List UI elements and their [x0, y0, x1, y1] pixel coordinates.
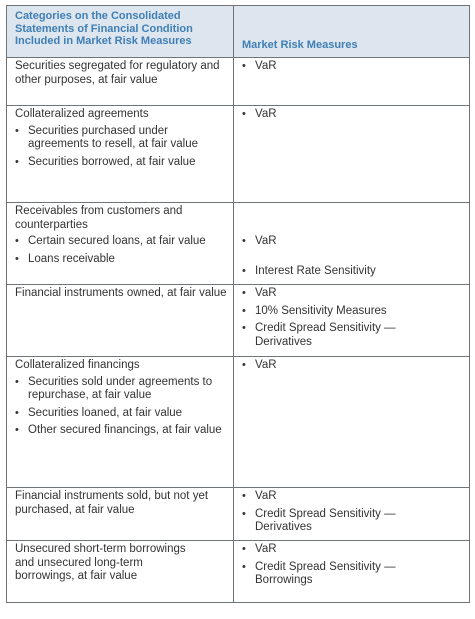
category-label: Collateralized financings — [15, 359, 140, 371]
measure-item: • VaR — [242, 543, 277, 555]
measures-cell — [234, 285, 470, 357]
category-label: Financial instruments sold, but not yet purchased, at fair value — [15, 490, 209, 516]
bullet-icon: • — [242, 264, 246, 277]
bullet-icon: • — [15, 252, 19, 265]
category-cell — [7, 106, 234, 203]
bullet-icon: • — [242, 322, 246, 334]
table-row — [7, 357, 470, 488]
sub-item: • Other secured financings, at fair value — [15, 424, 222, 436]
table-header-row — [7, 6, 470, 58]
measures-cell — [234, 203, 470, 285]
category-cell — [7, 58, 234, 106]
table-row — [7, 203, 470, 285]
measures-cell — [234, 488, 470, 541]
measure-item: • VaR — [242, 287, 277, 299]
measure-item: • VaR — [242, 108, 277, 120]
category-cell — [7, 203, 234, 285]
bullet-icon: • — [15, 155, 19, 168]
bullet-icon: • — [242, 543, 246, 555]
measure-item: • Credit Spread Sensitivity — Derivatives — [242, 507, 396, 533]
category-label: Unsecured short-term borrowings and unsecured long-term borrowings, at fair value — [15, 543, 186, 582]
table-row — [7, 285, 470, 357]
measure-item: • Credit Spread Sensitivity — Borrowings — [242, 560, 396, 586]
table-row — [7, 106, 470, 203]
header-market-risk-measures: Market Risk Measures — [234, 6, 470, 58]
measure-item: • VaR — [242, 235, 277, 247]
measure-item: • 10% Sensitivity Measures — [242, 304, 387, 317]
market-risk-table — [6, 5, 470, 603]
table-row — [7, 541, 470, 603]
measures-cell — [234, 541, 470, 603]
category-cell — [7, 285, 234, 357]
bullet-icon: • — [242, 60, 246, 72]
bullet-icon: • — [242, 287, 246, 299]
category-label: Financial instruments owned, at fair value — [15, 287, 227, 299]
measure-item: • VaR — [242, 359, 277, 371]
category-label: Securities segregated for regulatory and other purposes, at fair value — [15, 60, 220, 86]
measure-item: • VaR — [242, 490, 277, 502]
bullet-icon: • — [242, 304, 246, 317]
sub-item: • Securities borrowed, at fair value — [15, 155, 196, 168]
bullet-icon: • — [242, 507, 246, 520]
category-cell — [7, 488, 234, 541]
measure-item: • Interest Rate Sensitivity — [242, 264, 376, 277]
table-row — [7, 58, 470, 106]
header-categories: Categories on the Consolidated Statements of Financial Condition Included in Market Risk Measures — [7, 6, 234, 58]
sub-item: • Securities loaned, at fair value — [15, 406, 183, 419]
table-row — [7, 488, 470, 541]
category-label: Receivables from customers and counterparties — [15, 205, 183, 231]
bullet-icon: • — [15, 235, 19, 247]
bullet-icon: • — [15, 424, 19, 436]
bullet-icon: • — [242, 490, 246, 502]
category-cell — [7, 357, 234, 488]
bullet-icon: • — [15, 124, 19, 137]
bullet-icon: • — [242, 235, 246, 247]
category-label: Collateralized agreements — [15, 108, 149, 120]
bullet-icon: • — [15, 375, 19, 388]
bullet-icon: • — [15, 406, 19, 419]
bullet-icon: • — [242, 359, 246, 371]
bullet-icon: • — [242, 108, 246, 120]
sub-item: • Securities sold under agreements to repurchase, at fair value — [15, 375, 213, 401]
measures-cell — [234, 58, 470, 106]
bullet-icon: • — [242, 560, 246, 573]
measure-item: • VaR — [242, 60, 277, 72]
sub-item: • Securities purchased under agreements to resell, at fair value — [15, 124, 199, 150]
category-cell — [7, 541, 234, 603]
measure-item: • Credit Spread Sensitivity — Derivatives — [242, 322, 396, 348]
measures-cell — [234, 106, 470, 203]
sub-item: • Certain secured loans, at fair value — [15, 235, 206, 247]
sub-item: • Loans receivable — [15, 252, 115, 265]
measures-cell — [234, 357, 470, 488]
